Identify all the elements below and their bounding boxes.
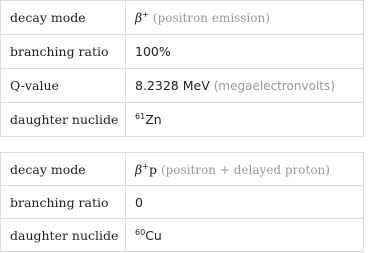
branching-ratio-label: branching ratio — [1, 35, 126, 69]
decay-symbol: β — [135, 10, 143, 25]
branching-ratio-value: 0 — [126, 186, 364, 219]
decay-symbol-sup: + — [142, 10, 149, 19]
decay-mode-label: decay mode — [1, 1, 126, 35]
q-value-number: 8.2328 — [135, 78, 179, 93]
daughter-element: Zn — [145, 112, 162, 127]
daughter-nuclide-row — [1, 103, 364, 137]
branching-ratio-row — [1, 186, 364, 219]
daughter-mass-number: 61 — [135, 112, 146, 121]
daughter-nuclide-value — [126, 219, 364, 252]
daughter-nuclide-row — [1, 219, 364, 252]
branching-ratio-label: branching ratio — [1, 186, 126, 219]
q-value-unit-description: (megaelectronvolts) — [213, 79, 335, 93]
q-value-value — [126, 69, 364, 103]
decay-mode-description: (positron + delayed proton) — [160, 162, 330, 177]
branching-ratio-row — [1, 35, 364, 69]
q-value-unit: MeV — [182, 78, 210, 93]
decay-mode-row — [1, 153, 364, 186]
decay-mode-value — [126, 1, 364, 35]
q-value-label: Q-value — [1, 69, 126, 103]
decay-symbol-sup: + — [142, 161, 149, 171]
decay-mode-table-2 — [0, 152, 364, 252]
q-value-row — [1, 69, 364, 103]
daughter-nuclide-label: daughter nuclide — [1, 219, 126, 252]
decay-mode-description: (positron emission) — [152, 11, 270, 25]
decay-mode-row — [1, 1, 364, 35]
decay-symbol-suffix: p — [148, 161, 157, 177]
daughter-mass-number: 60 — [135, 227, 146, 237]
daughter-element: Cu — [145, 227, 162, 243]
decay-symbol: β — [135, 161, 143, 177]
branching-ratio-value: 100% — [126, 35, 364, 69]
daughter-nuclide-value — [126, 103, 364, 137]
daughter-nuclide-label: daughter nuclide — [1, 103, 126, 137]
decay-mode-label: decay mode — [1, 153, 126, 186]
decay-mode-value — [126, 153, 364, 186]
